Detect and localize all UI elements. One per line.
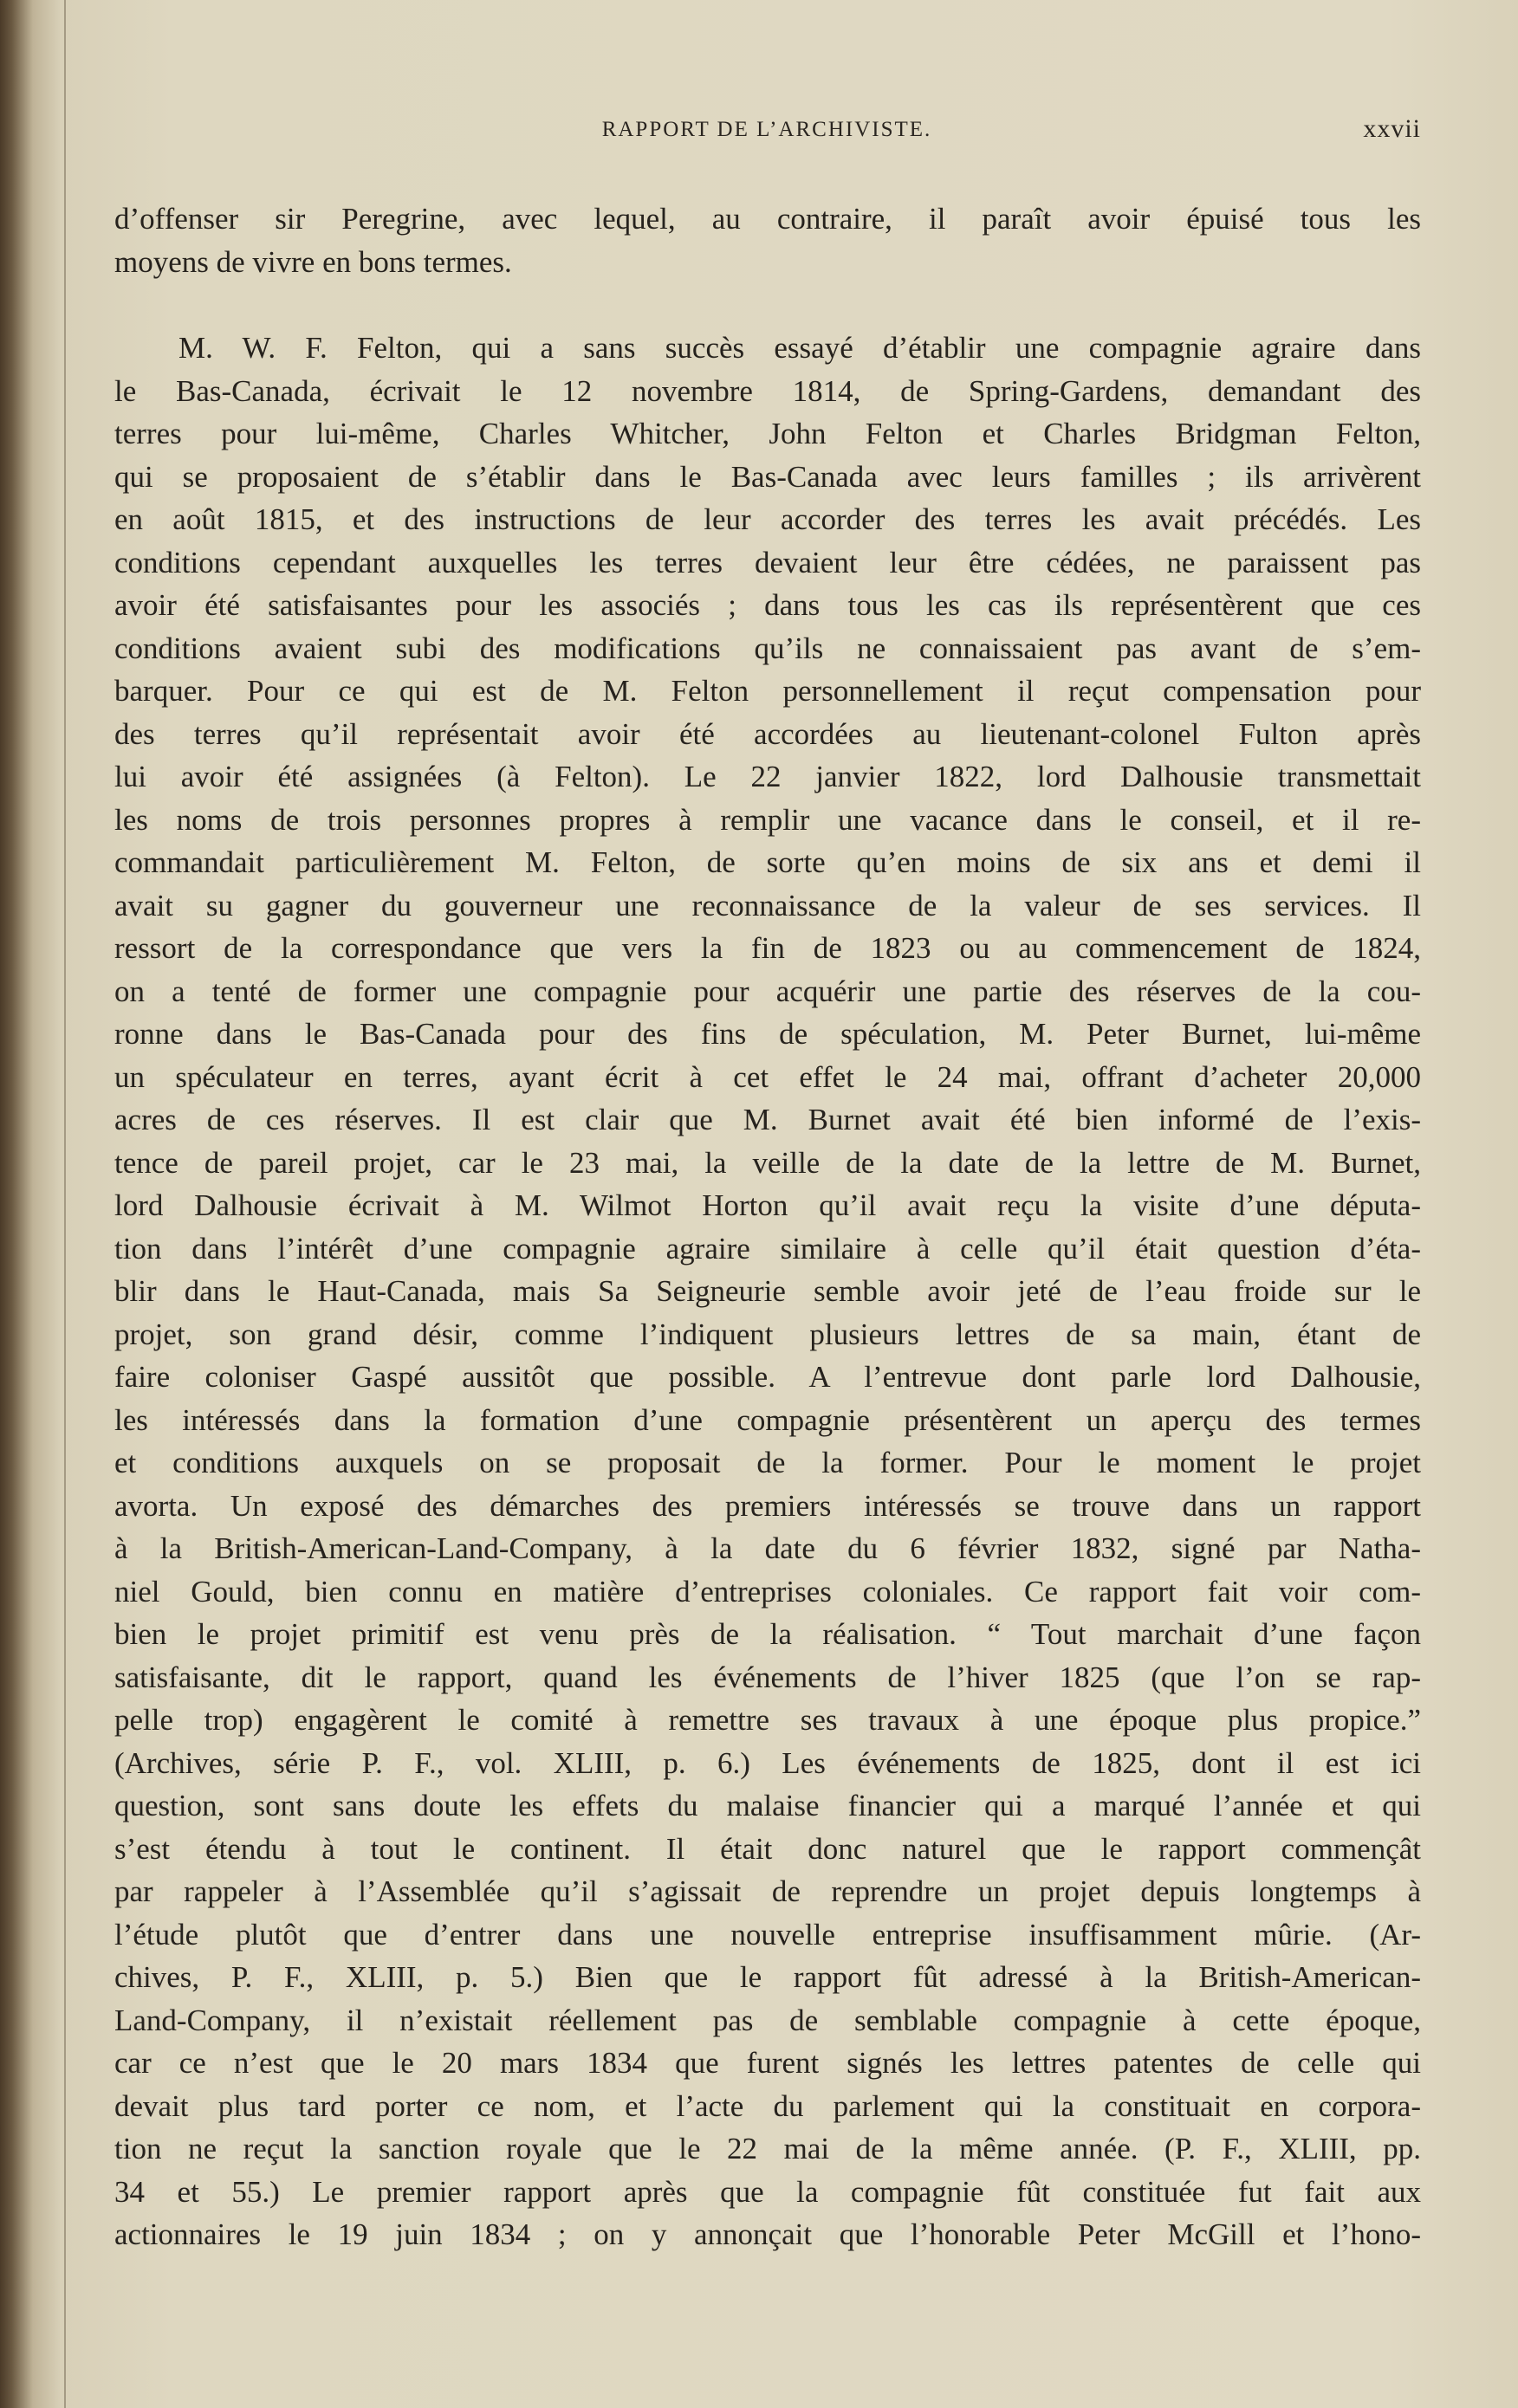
- text-line: les noms de trois personnes propres à remplir une vacance dans le conseil, et il re-: [114, 802, 1421, 837]
- text-line: Land-Company, il n’existait réellement pas de semblable compagnie à cette époque,: [114, 2003, 1421, 2037]
- text-line: d’offenser sir Peregrine, avec lequel, au contraire, il paraît avoir épuisé tous les: [114, 202, 1421, 236]
- text-line: bien le projet primitif est venu près de la réalisation. “ Tout marchait d’une façon: [114, 1617, 1421, 1651]
- text-line: des terres qu’il représentait avoir été accordées au lieutenant-colonel Fulton après: [114, 716, 1421, 751]
- page-header: [113, 114, 1421, 149]
- text-line: tion ne reçut la sanction royale que le 22 mai de la même année. (P. F., XLIII, pp.: [114, 2132, 1421, 2165]
- text-line: et conditions auxquels on se proposait de la former. Pour le moment le projet: [114, 1446, 1421, 1479]
- text-line: en août 1815, et des instructions de leur accorder des terres les avait précédés. Les: [114, 502, 1421, 536]
- text-line: ronne dans le Bas-Canada pour des fins de spéculation, M. Peter Burnet, lui-même: [114, 1017, 1421, 1051]
- text-line: avorta. Un exposé des démarches des premiers intéressés se trouve dans un rapport: [114, 1488, 1421, 1523]
- text-line: question, sont sans doute les effets du malaise financier qui a marqué l’année et qui: [114, 1789, 1421, 1822]
- text-line: conditions avaient subi des modifications qu’ils ne connaissaient pas avant de s’em-: [114, 631, 1421, 665]
- text-line: acres de ces réserves. Il est clair que M. Burnet avait été bien informé de l’exis-: [114, 1103, 1421, 1136]
- text-line: les intéressés dans la formation d’une compagnie présentèrent un aperçu des termes: [114, 1402, 1421, 1437]
- text-line: 34 et 55.) Le premier rapport après que la compagnie fût constituée fut fait aux: [114, 2174, 1421, 2209]
- text-line: projet, son grand désir, comme l’indiquent plusieurs lettres de sa main, étant de: [114, 1317, 1421, 1351]
- text-line: commandait particulièrement M. Felton, de sorte qu’en moins de six ans et demi il: [114, 845, 1421, 879]
- text-line: pelle trop) engagèrent le comité à remettre ses travaux à une époque plus propice.”: [114, 1703, 1421, 1737]
- text-line: terres pour lui-même, Charles Whitcher, John Felton et Charles Bridgman Felton,: [114, 417, 1421, 450]
- text-line: tion dans l’intérêt d’une compagnie agraire similaire à celle qu’il était question d’éta-: [114, 1231, 1421, 1265]
- text-line: barquer. Pour ce qui est de M. Felton personnellement il reçut compensation pour: [114, 674, 1421, 708]
- body-text: [114, 197, 1421, 2256]
- text-line: on a tenté de former une compagnie pour acquérir une partie des réserves de la cou-: [114, 974, 1421, 1008]
- page-number: xxvii: [1363, 114, 1421, 143]
- text-line: blir dans le Haut-Canada, mais Sa Seigneurie semble avoir jeté de l’eau froide sur le: [114, 1274, 1421, 1308]
- text-line: s’est étendu à tout le continent. Il était donc naturel que le rapport commençât: [114, 1831, 1421, 1866]
- text-line: avait su gagner du gouverneur une reconnaissance de la valeur de ses services. Il: [114, 888, 1421, 922]
- text-line: lord Dalhousie écrivait à M. Wilmot Horton qu’il avait reçu la visite d’une députa-: [114, 1188, 1421, 1222]
- text-line: ressort de la correspondance que vers la fin de 1823 ou au commencement de 1824,: [114, 931, 1421, 965]
- text-line: car ce n’est que le 20 mars 1834 que furent signés les lettres patentes de celle qui: [114, 2046, 1421, 2080]
- running-title: RAPPORT DE L’ARCHIVISTE.: [601, 118, 932, 141]
- text-line: M. W. F. Felton, qui a sans succès essayé d’établir une compagnie agraire dans: [178, 331, 1421, 365]
- text-line: qui se proposaient de s’établir dans le Bas-Canada avec leurs familles ; ils arrivèrent: [114, 459, 1421, 494]
- text-line: satisfaisante, dit le rapport, quand les événements de l’hiver 1825 (que l’on se rap-: [114, 1660, 1421, 1694]
- paragraph-1: [114, 197, 1421, 283]
- paragraph-gap: [114, 283, 1421, 327]
- text-line: lui avoir été assignées (à Felton). Le 22 janvier 1822, lord Dalhousie transmettait: [114, 760, 1421, 793]
- text-line: (Archives, série P. F., vol. XLIII, p. 6.) Les événements de 1825, dont il est ici: [114, 1745, 1421, 1780]
- text-line: moyens de vivre en bons termes.: [114, 244, 512, 279]
- text-line: l’étude plutôt que d’entrer dans une nouvelle entreprise insuffisamment mûrie. (Ar-: [114, 1917, 1421, 1952]
- text-line: faire coloniser Gaspé aussitôt que possible. A l’entrevue dont parle lord Dalhousie,: [114, 1360, 1421, 1394]
- text-line: tence de pareil projet, car le 23 mai, la veille de la date de la lettre de M. Burnet,: [114, 1145, 1421, 1180]
- text-line: le Bas-Canada, écrivait le 12 novembre 1814, de Spring-Gardens, demandant des: [114, 373, 1421, 408]
- text-line: un spéculateur en terres, ayant écrit à cet effet le 24 mai, offrant d’acheter 20,000: [114, 1059, 1421, 1094]
- text-line: avoir été satisfaisantes pour les associés ; dans tous les cas ils représentèrent que ces: [114, 588, 1421, 622]
- text-line: actionnaires le 19 juin 1834 ; on y annonçait que l’honorable Peter McGill et l’hono-: [114, 2217, 1421, 2251]
- text-line: chives, P. F., XLIII, p. 5.) Bien que le rapport fût adressé à la British-American-: [114, 1960, 1421, 1994]
- text-line: niel Gould, bien connu en matière d’entreprises coloniales. Ce rapport fait voir com-: [114, 1574, 1421, 1609]
- text-line: par rappeler à l’Assemblée qu’il s’agissait de reprendre un projet depuis longtemps à: [114, 1874, 1421, 1908]
- paragraph-2: [114, 327, 1421, 2256]
- text-line: devait plus tard porter ce nom, et l’acte du parlement qui la constituait en corpora-: [114, 2088, 1421, 2123]
- binding-gutter: [64, 0, 66, 2408]
- text-line: conditions cependant auxquelles les terres devaient leur être cédées, ne paraissent pas: [114, 545, 1421, 579]
- text-line: à la British-American-Land-Company, à la date du 6 février 1832, signé par Natha-: [114, 1531, 1421, 1565]
